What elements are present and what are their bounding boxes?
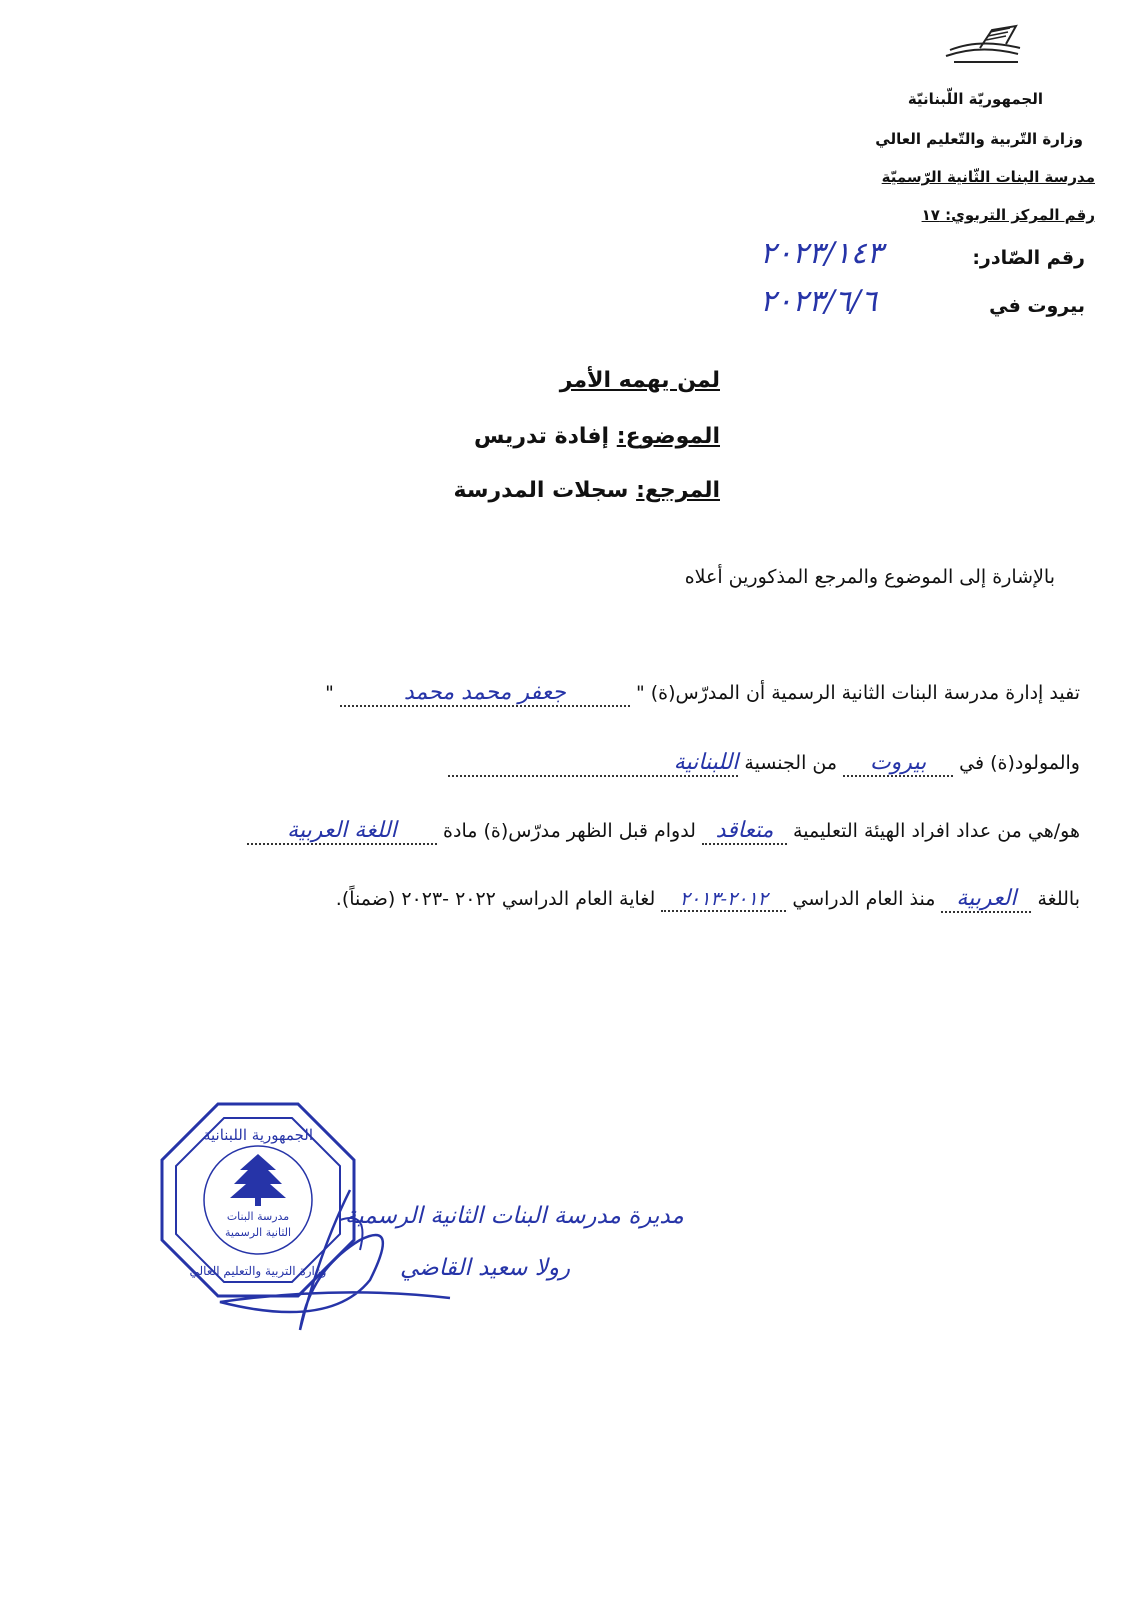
reference-line	[0, 478, 720, 503]
birthplace-field	[843, 750, 953, 777]
start-year: ٢٠١٢-٢٠١٣	[679, 888, 768, 910]
line1-prefix: تفيد إدارة مدرسة البنات الثانية الرسمية أن المدرّس(ة) "	[635, 682, 1080, 704]
start-year-field	[661, 888, 786, 912]
line3-mid: لدوام قبل الظهر مدرّس(ة) مادة	[443, 820, 696, 842]
to-whom-text: لمن يهمه الأمر	[559, 368, 720, 393]
line2-mid: من الجنسية	[744, 752, 838, 774]
date-value: ٢٠٢٣/٦/٦	[760, 284, 877, 319]
outgoing-value: ٢٠٢٣/١٤٣	[760, 236, 883, 271]
header-ministry: وزارة التّربية والتّعليم العالي	[875, 130, 1083, 148]
stamp-ring-top: الجمهورية اللبنانية	[202, 1126, 314, 1144]
subject-field	[247, 818, 437, 845]
stamp-center-line1: مدرسة البنات	[226, 1210, 290, 1223]
to-whom-title	[0, 368, 720, 393]
teacher-name-field	[340, 680, 630, 707]
stamp-center-line2: الثانية الرسمية	[224, 1226, 292, 1239]
subject-label: الموضوع:	[616, 424, 720, 449]
status-field	[702, 818, 787, 845]
subject-value: إفادة تدريس	[473, 424, 610, 449]
signature-name: رولا سعيد القاضي	[400, 1255, 571, 1281]
teaching-language: العربية	[956, 886, 1017, 911]
line3-prefix: هو/هي من عداد افراد الهيئة التعليمية	[793, 820, 1080, 842]
stamp-ring-bottom: وزارة التربية والتعليم العالي	[189, 1264, 327, 1278]
nationality-field	[448, 750, 738, 777]
signature-scribble	[200, 1180, 460, 1340]
body-line-1	[325, 680, 1080, 707]
line4-mid: منذ العام الدراسي	[792, 888, 936, 910]
language-field	[941, 886, 1031, 913]
body-line-4	[336, 886, 1080, 913]
header-center-code: رقم المركز التربوي: ١٧	[921, 206, 1095, 224]
teacher-name: جعفر محمد محمد	[403, 680, 566, 705]
birthplace: بيروت	[869, 750, 927, 775]
line4-suffix: لغاية العام الدراسي ٢٠٢٢ -٢٠٢٣ (ضمناً).	[335, 888, 656, 910]
employment-status: متعاقد	[715, 818, 774, 843]
line2-prefix: والمولود(ة) في	[959, 752, 1080, 774]
nationality: اللبنانية	[673, 750, 739, 775]
intro-paragraph: بالإشارة إلى الموضوع والمرجع المذكورين أعلاه	[684, 566, 1055, 588]
reference-label: المرجع:	[636, 478, 720, 503]
body-line-3	[247, 818, 1080, 845]
signature-title: مديرة مدرسة البنات الثانية الرسمية	[345, 1203, 684, 1229]
line4-prefix: باللغة	[1037, 888, 1080, 910]
outgoing-label: رقم الصّادر:	[972, 247, 1085, 269]
reference-value: سجلات المدرسة	[453, 478, 629, 503]
header-school: مدرسة البنات الثّانية الرّسميّة	[881, 168, 1095, 186]
body-line-2	[448, 750, 1080, 777]
header-republic: الجمهوريّة اللّبنانيّة	[907, 90, 1043, 108]
date-label: بيروت في	[989, 295, 1085, 317]
subject-line	[0, 424, 720, 449]
line1-suffix: "	[325, 682, 334, 704]
teaching-subject: اللغة العربية	[287, 818, 397, 843]
book-logo-icon	[940, 18, 1022, 64]
